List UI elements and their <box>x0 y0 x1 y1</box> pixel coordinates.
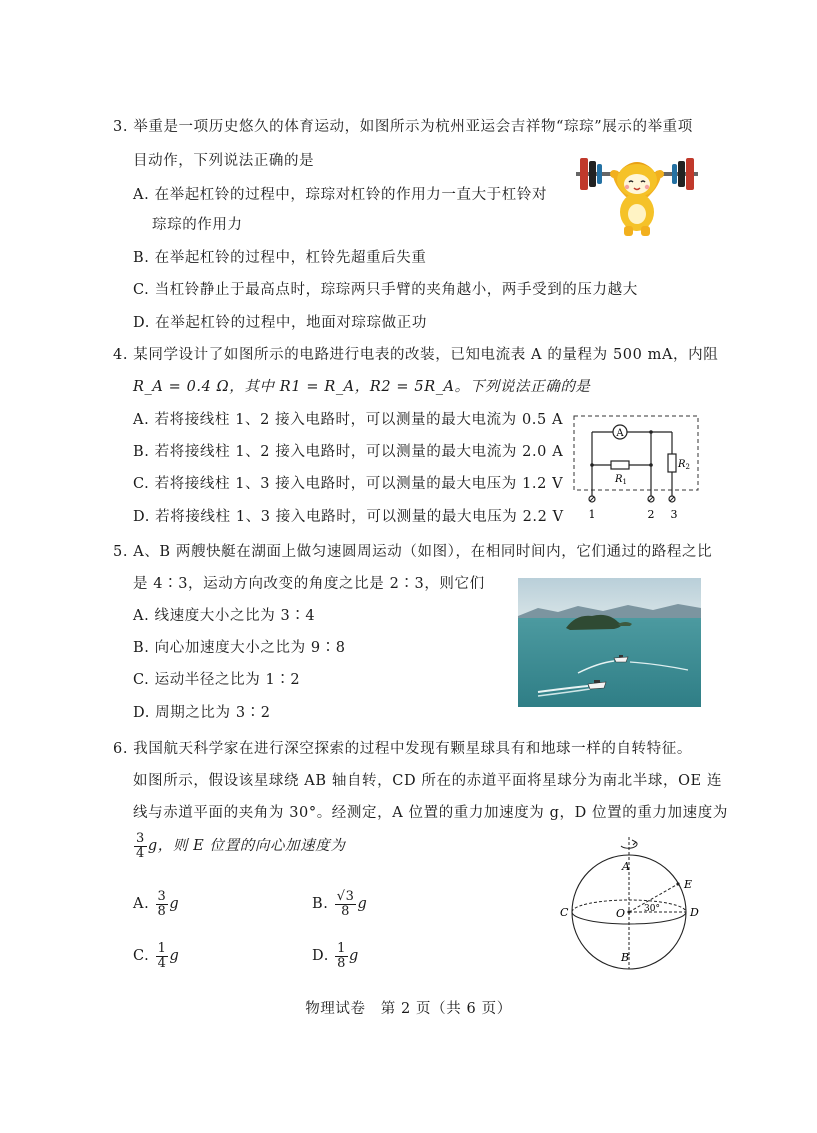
q6-stem-line4: $\frac{3}{4}$ g，则 E 位置的向心加速度为 <box>136 831 346 861</box>
mascot-weightlifting-image <box>572 146 702 238</box>
q3-stem-line2: 目动作，下列说法正确的是 <box>133 153 315 169</box>
terminal-1-label: 1 <box>588 508 596 521</box>
q6-option-a: A. $\frac{3}{8}$ g <box>133 889 180 919</box>
r1-resistor <box>611 461 629 469</box>
page-footer: 物理试卷 第 2 页（共 6 页） <box>305 1001 512 1017</box>
q5-option-b: B. 向心加速度大小之比为 9∶8 <box>133 640 346 656</box>
q6-option-d: D. $\frac{1}{8}$ g <box>312 941 359 971</box>
point-d-label: D <box>690 906 699 919</box>
r2-label: $R_2$ <box>678 459 690 471</box>
circuit-diagram <box>566 412 706 524</box>
terminal-3-label: 3 <box>670 508 678 521</box>
q6-stem-line3: 线与赤道平面的夹角为 30°。经测定，A 位置的重力加速度为 g，D 位置的重力加速度为 <box>133 805 728 821</box>
angle-label: 30° <box>644 904 660 914</box>
r2-resistor <box>668 454 676 472</box>
q4-option-c: C. 若将接线柱 1、3 接入电路时，可以测量的最大电压为 1.2 V <box>133 476 564 492</box>
q3-option-b: B. 在举起杠铃的过程中，杠铃先超重后失重 <box>133 250 427 266</box>
q3-option-d: D. 在举起杠铃的过程中，地面对琮琮做正功 <box>133 315 427 331</box>
ammeter-label: A <box>616 428 624 439</box>
q4-stem-line2: R_A = 0.4 Ω，其中 R1 = R_A，R2 = 5R_A。下列说法正确的是 <box>133 379 591 395</box>
q4-option-d: D. 若将接线柱 1、3 接入电路时，可以测量的最大电压为 2.2 V <box>133 509 564 525</box>
lake-speedboats-photo <box>518 578 701 707</box>
q4-option-b: B. 若将接线柱 1、2 接入电路时，可以测量的最大电流为 2.0 A <box>133 444 564 460</box>
point-c-label: C <box>560 906 569 919</box>
q4-stem-line1: 4. 某同学设计了如图所示的电路进行电表的改装，已知电流表 A 的量程为 500 mA，内阻 <box>113 347 719 363</box>
q5-option-c: C. 运动半径之比为 1∶2 <box>133 672 301 688</box>
q3-option-a-line1: A. 在举起杠铃的过程中，琮琮对杠铃的作用力一直大于杠铃对 <box>133 187 548 203</box>
q3-stem-line1: 3. 举重是一项历史悠久的体育运动，如图所示为杭州亚运会吉祥物“琮琮”展示的举重项 <box>113 119 693 135</box>
point-b-label: B <box>621 951 630 964</box>
q6-fraction-3-4: $\frac{3}{4}$ <box>136 831 145 861</box>
q6-option-b: B. $\frac{√3}{8}$ g <box>312 889 368 919</box>
q5-stem-line2: 是 4∶3，运动方向改变的角度之比是 2∶3，则它们 <box>133 576 485 592</box>
q6-option-c: C. $\frac{1}{4}$ g <box>133 941 180 971</box>
q5-option-a: A. 线速度大小之比为 3∶4 <box>133 608 316 624</box>
q3-option-c: C. 当杠铃静止于最高点时，琮琮两只手臂的夹角越小，两手受到的压力越大 <box>133 282 638 298</box>
q5-option-d: D. 周期之比为 3∶2 <box>133 705 271 721</box>
point-e-label: E <box>684 878 693 891</box>
point-a-label: A <box>622 860 630 873</box>
q3-option-a-line2: 琮琮的作用力 <box>152 217 243 233</box>
q5-stem-line1: 5. A、B 两艘快艇在湖面上做匀速圆周运动（如图），在相同时间内，它们通过的路程之比 <box>113 544 713 560</box>
point-o-label: O <box>616 907 626 920</box>
q4-option-a: A. 若将接线柱 1、2 接入电路时，可以测量的最大电流为 0.5 A <box>133 412 564 428</box>
terminal-2-label: 2 <box>647 508 655 521</box>
r1-label: $R_1$ <box>615 474 627 486</box>
q6-stem-line2: 如图所示，假设该星球绕 AB 轴自转，CD 所在的赤道平面将星球分为南北半球，OE 连 <box>133 773 723 789</box>
sphere-diagram <box>560 832 710 974</box>
q6-stem-line1: 6. 我国航天科学家在进行深空探索的过程中发现有颗星球具有和地球一样的自转特征。 <box>113 741 692 757</box>
